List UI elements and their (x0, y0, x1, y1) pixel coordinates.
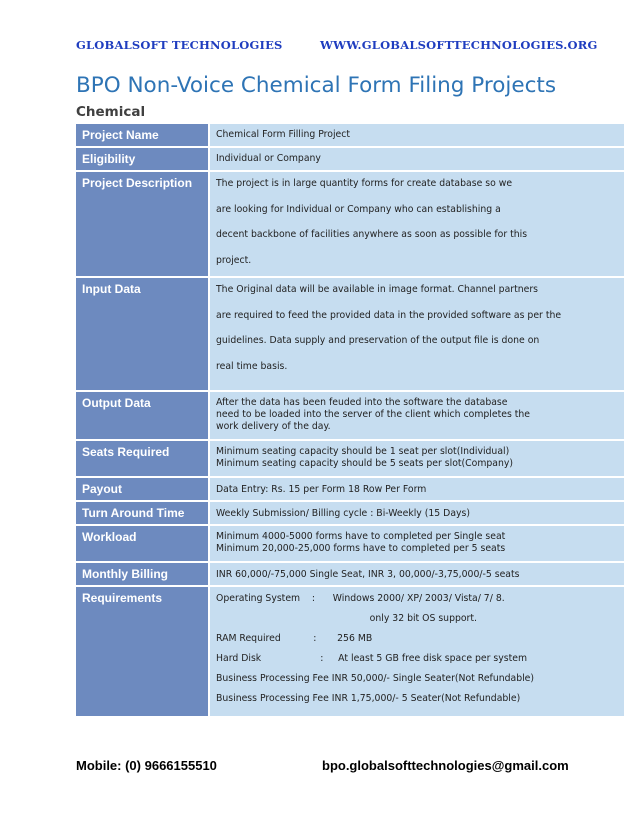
page-title: BPO Non-Voice Chemical Form Filing Projects (76, 73, 557, 98)
text-line: need to be loaded into the server of the client which completes the (216, 408, 530, 420)
row-label-monthly-billing: Monthly Billing (76, 562, 209, 586)
row-label-input-data: Input Data (76, 277, 209, 391)
row-label-eligibility: Eligibility (76, 147, 209, 171)
row-label-workload: Workload (76, 525, 209, 562)
table-row (76, 277, 624, 391)
row-value-seats-required (209, 440, 624, 477)
text-line: guidelines. Data supply and preservation of the output file is done on (216, 335, 540, 347)
table-row (76, 501, 624, 525)
text-line: Business Processing Fee INR 1,75,000/- 5 Seater(Not Refundable) (216, 692, 521, 704)
row-value-eligibility: Individual or Company (209, 147, 624, 171)
text-line: are looking for Individual or Company who can establishing a (216, 203, 501, 215)
row-value-project-description (209, 171, 624, 277)
text-line: Minimum 20,000-25,000 forms have to completed per 5 seats (216, 542, 506, 554)
text-line: project. (216, 255, 252, 267)
text-line: The Original data will be available in image format. Channel partners (216, 283, 539, 295)
text-line: Operating System : Windows 2000/ XP/ 2003/ Vista/ 7/ 8. (216, 592, 505, 604)
project-details-table (76, 122, 624, 718)
text-line: Business Processing Fee INR 50,000/- Single Seater(Not Refundable) (216, 672, 535, 684)
table-row (76, 147, 624, 171)
row-label-payout: Payout (76, 477, 209, 501)
mobile-number: Mobile: (0) 9666155510 (76, 758, 217, 773)
text-line: work delivery of the day. (216, 420, 331, 432)
row-label-output-data: Output Data (76, 391, 209, 440)
row-label-turn-around-time: Turn Around Time (76, 501, 209, 525)
text-line: Minimum seating capacity should be 5 seats per slot(Company) (216, 457, 514, 469)
row-value-payout: Data Entry: Rs. 15 per Form 18 Row Per Form (209, 477, 624, 501)
table-row (76, 477, 624, 501)
table-row (76, 171, 624, 277)
text-line: Hard Disk : At least 5 GB free disk space per system (216, 652, 528, 664)
text-line: The project is in large quantity forms for create database so we (216, 178, 513, 189)
text-line: only 32 bit OS support. (216, 612, 477, 624)
page-header (76, 38, 598, 54)
text-line: decent backbone of facilities anywhere as soon as possible for this (216, 229, 528, 241)
row-value-project-name: Chemical Form Filling Project (209, 123, 624, 147)
table-row (76, 123, 624, 147)
text-line: are required to feed the provided data in the provided software as per the (216, 309, 562, 321)
row-value-requirements (209, 586, 624, 717)
text-line: Minimum seating capacity should be 1 seat per slot(Individual) (216, 445, 510, 457)
page-footer (76, 758, 576, 776)
table-row (76, 391, 624, 440)
page-subtitle: Chemical (76, 104, 146, 120)
text-line: RAM Required : 256 MB (216, 632, 373, 644)
row-label-seats-required: Seats Required (76, 440, 209, 477)
row-value-output-data (209, 391, 624, 440)
row-value-input-data (209, 277, 624, 391)
row-label-project-description: Project Description (76, 171, 209, 277)
table-row (76, 586, 624, 717)
row-label-project-name: Project Name (76, 123, 209, 147)
text-line: real time basis. (216, 360, 288, 372)
text-line: Minimum 4000-5000 forms have to completed per Single seat (216, 530, 506, 542)
row-value-workload (209, 525, 624, 562)
text-line: After the data has been feuded into the software the database (216, 396, 508, 408)
table-row (76, 525, 624, 562)
email-address[interactable]: bpo.globalsofttechnologies@gmail.com (322, 758, 569, 773)
row-value-turn-around-time: Weekly Submission/ Billing cycle : Bi-Weekly (15 Days) (209, 501, 624, 525)
row-value-monthly-billing: INR 60,000/-75,000 Single Seat, INR 3, 00,000/-3,75,000/-5 seats (209, 562, 624, 586)
row-label-requirements: Requirements (76, 586, 209, 717)
website-url[interactable]: WWW.GLOBALSOFTTECHNOLOGIES.ORG (320, 38, 598, 52)
table-row (76, 440, 624, 477)
table-row (76, 562, 624, 586)
company-name: GLOBALSOFT TECHNOLOGIES (76, 38, 283, 52)
